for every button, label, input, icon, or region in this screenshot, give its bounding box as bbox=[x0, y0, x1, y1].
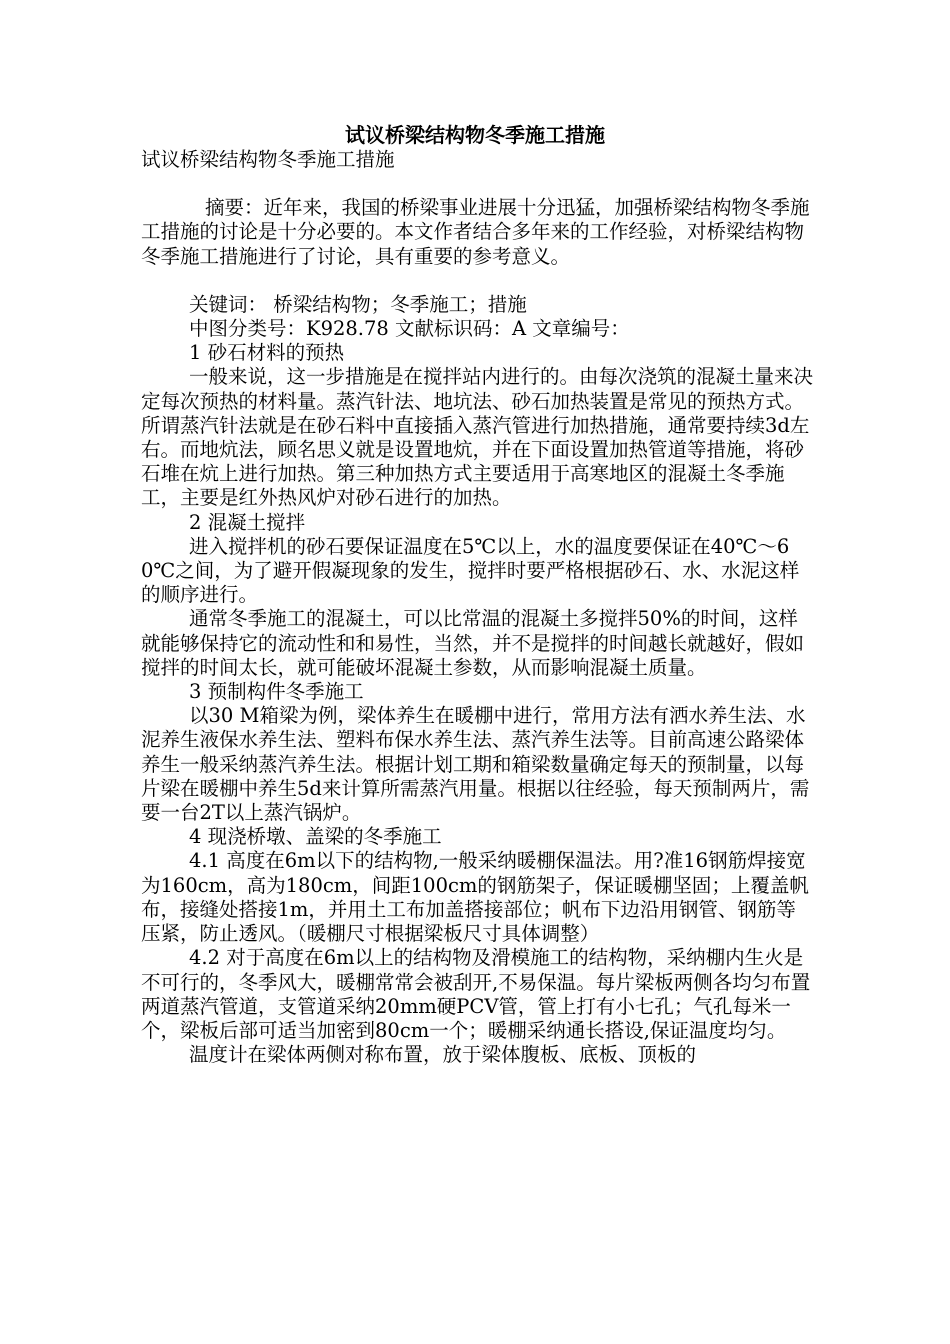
body-paragraph: 温度计在梁体两侧对称布置，放于梁体腹板、底板、顶板的 bbox=[189, 1043, 697, 1067]
document-title: 试议桥梁结构物冬季施工措施 bbox=[345, 123, 605, 147]
document-body bbox=[141, 148, 813, 1067]
section-heading: 1 砂石材料的预热 bbox=[189, 341, 345, 365]
blank-line bbox=[141, 269, 813, 293]
section-heading: 4 现浇桥墩、盖梁的冬季施工 bbox=[189, 825, 442, 849]
keywords-line: 关键词： 桥梁结构物；冬季施工；措施 bbox=[189, 292, 527, 316]
blank-line bbox=[141, 172, 813, 196]
classification-line: 中图分类号：K928.78 文献标识码：A 文章编号： bbox=[189, 317, 630, 341]
section-heading: 2 混凝土搅拌 bbox=[189, 510, 306, 534]
body-paragraph: 以30 M箱梁为例，梁体养生在暖棚中进行，常用方法有洒水养生法、水泥养生液保水养生法、塑料布保水养生法、蒸汽养生法等。目前高速公路梁体养生一般采纳蒸汽养生法。根据计划工期和箱梁数量确定每天的预制量，以每片梁在暖棚中养生5d来计算所需蒸汽用量。根据以往经验，每天预制两片，需要一台2T以上蒸汽锅炉。 bbox=[141, 704, 810, 825]
section-heading: 3 预制构件冬季施工 bbox=[189, 680, 364, 704]
body-paragraph: 一般来说，这一步措施是在搅拌站内进行的。由每次浇筑的混凝土量来决定每次预热的材料量。蒸汽针法、地坑法、砂石加热装置是常见的预热方式。所谓蒸汽针法就是在砂石料中直接插入蒸汽管进行加热措施，通常要持续3d左右。而地炕法，顾名思义就是设置地炕，并在下面设置加热管道等措施，将砂石堆在炕上进行加热。第三种加热方式主要适用于高寒地区的混凝土冬季施工，主要是红外热风炉对砂石进行的加热。 bbox=[141, 365, 814, 510]
abstract-paragraph: 摘要：近年来，我国的桥梁事业进展十分迅猛，加强桥梁结构物冬季施工措施的讨论是十分必要的。本文作者结合多年来的工作经验，对桥梁结构物冬季施工措施进行了讨论，具有重要的参考意义。 bbox=[141, 196, 810, 268]
body-paragraph: 进入搅拌机的砂石要保证温度在5℃以上，水的温度要保证在40℃～60℃之间，为了避开假凝现象的发生，搅拌时要严格根据砂石、水、水泥这样的顺序进行。 bbox=[141, 534, 800, 607]
body-paragraph: 4.2 对于高度在6m以上的结构物及滑模施工的结构物，采纳棚内生火是不可行的，冬季风大，暖棚常常会被刮开,不易保温。每片梁板两侧各均匀布置两道蒸汽管道，支管道采纳20mm硬PCV管，管上打有小七孔；气孔每米一个，梁板后部可适当加密到80cm一个；暖棚采纳通长搭设,保证温度均匀。 bbox=[141, 946, 811, 1042]
document-subtitle: 试议桥梁结构物冬季施工措施 bbox=[141, 148, 395, 171]
body-paragraph: 4.1 高度在6m以下的结构物,一般采纳暖棚保温法。用?准16钢筋焊接宽为160cm，高为180cm，间距100cm的钢筋架子，保证暖棚坚固；上覆盖帆布，接缝处搭接1m，并用土工布加盖搭接部位；帆布下边沿用钢管、钢筋等压紧，防止透风。（暖棚尺寸根据梁板尺寸具体调整） bbox=[141, 849, 809, 946]
body-paragraph: 通常冬季施工的混凝土，可以比常温的混凝土多搅拌50%的时间，这样就能够保持它的流动性和和易性，当然，并不是搅拌的时间越长就越好，假如搅拌的时间太长，就可能破坏混凝土参数，从而影响混凝土质量。 bbox=[141, 607, 805, 679]
